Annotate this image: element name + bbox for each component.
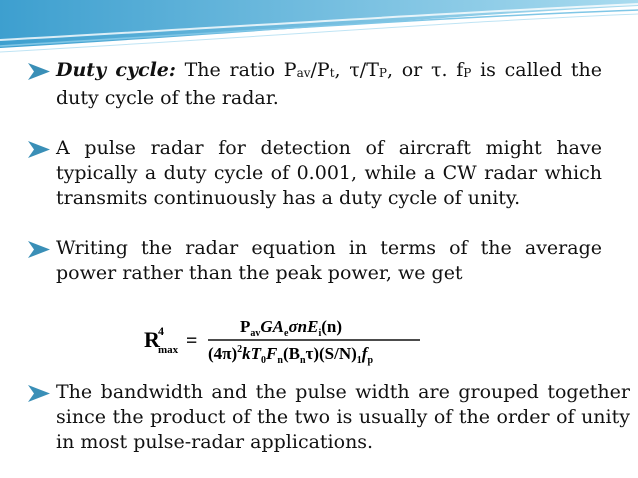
arrow-bullet-icon [28, 241, 50, 258]
sub: P [463, 66, 472, 80]
bullet-pulse-radar [28, 136, 602, 211]
arrow-bullet-icon [28, 141, 50, 158]
svg-text:=: = [186, 330, 198, 352]
arrow-bullet-icon [28, 63, 50, 80]
duty-cycle-term: Duty cycle: [56, 59, 176, 81]
header-decoration [0, 0, 638, 60]
sub: t [329, 66, 335, 80]
text: /P [310, 59, 330, 81]
text: , or τ. f [386, 59, 464, 81]
arrow-bullet-icon [28, 385, 50, 402]
bullet-bandwidth [28, 380, 630, 455]
sub: av [296, 66, 311, 80]
text: The ratio P [175, 59, 297, 81]
eq-lhs: R [144, 327, 160, 352]
eq-lhs-sup: 4 [158, 324, 164, 338]
bullet-radar-equation [28, 236, 602, 286]
bullet-text: The bandwidth and the pulse width are grouped together since the product of the two is usually of the order of unity in most pulse-radar applications. [56, 381, 630, 453]
sub: P [378, 66, 387, 80]
eq-denominator: $(4\pi)^2kT_0F_n(B_n\tau)(S/N)_1f_p$ [208, 344, 374, 366]
radar-equation [142, 313, 424, 369]
text: , τ/T [334, 59, 379, 81]
eq-lhs-sub: max [158, 344, 179, 356]
eq-numerator: $P_{av}GA_e\sigma nE_i(n)$ [240, 317, 342, 339]
bullet-duty-cycle [28, 58, 602, 111]
bullet-text: A pulse radar for detection of aircraft might have typically a duty cycle of 0.001, while a CW radar which transmits continuously has a duty cycle of unity. [56, 137, 602, 209]
bullet-text: Writing the radar equation in terms of the average power rather than the peak power, we get [56, 237, 602, 284]
text: is called the duty cycle of the radar. [56, 59, 602, 109]
bullet-list [28, 58, 602, 286]
